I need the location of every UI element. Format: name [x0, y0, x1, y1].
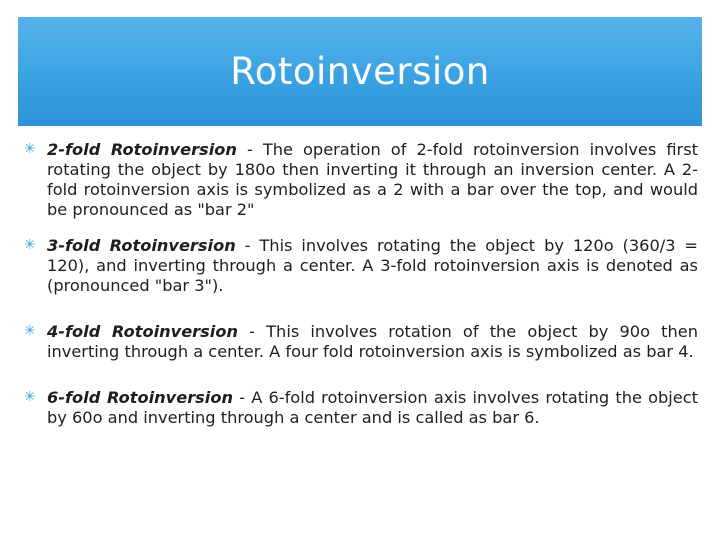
bullet-text: - A 6-fold rotoinversion axis involves rotating the object by 60o and inverting through a center and is called as bar 6.: [47, 388, 698, 427]
bullet-item: [22, 388, 698, 428]
bullet-list: [22, 140, 698, 428]
bullet-item: [22, 140, 698, 220]
bullet-item: [22, 236, 698, 296]
bullet-text: - This involves rotation of the object by 90o then inverting through a center. A four fold rotoinversion axis is symbolized as bar 4.: [47, 322, 698, 361]
asterisk-icon: ✳: [24, 237, 36, 253]
asterisk-icon: ✳: [24, 323, 36, 339]
bullet-label: 2-fold Rotoinversion: [47, 140, 237, 159]
bullet-item: [22, 322, 698, 362]
bullet-text: - The operation of 2-fold rotoinversion involves first rotating the object by 180o then inverting it through an inversion center. A 2-fold rotoinversion axis is symbolized as a 2 with a bar over the top, and would be pronounced as "bar 2": [47, 140, 698, 219]
title-banner: [18, 17, 702, 126]
bullet-text: - This involves rotating the object by 120o (360/3 = 120), and inverting through a center. A 3-fold rotoinversion axis is denoted as (pronounced "bar 3").: [47, 236, 698, 295]
asterisk-icon: ✳: [24, 389, 36, 405]
slide-title: Rotoinversion: [230, 50, 490, 93]
asterisk-icon: ✳: [24, 141, 36, 157]
bullet-label: 3-fold Rotoinversion: [47, 236, 236, 255]
bullet-label: 4-fold Rotoinversion: [47, 322, 238, 341]
bullet-label: 6-fold Rotoinversion: [47, 388, 234, 407]
